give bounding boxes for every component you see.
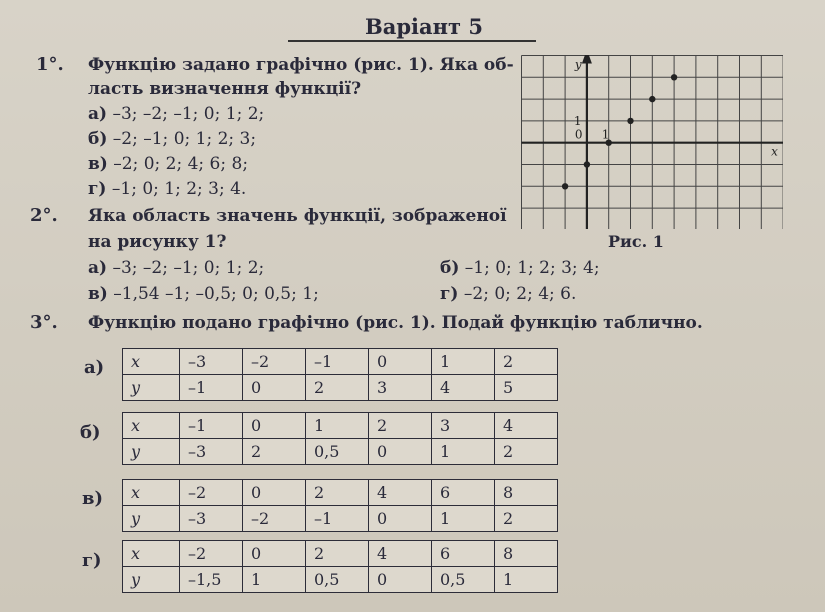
table-cell: 1 bbox=[432, 349, 495, 375]
table-cell: x bbox=[123, 413, 180, 439]
table-cell: 1 bbox=[243, 567, 306, 593]
table-cell: 2 bbox=[495, 349, 558, 375]
table-cell: 4 bbox=[369, 480, 432, 506]
data-point bbox=[584, 161, 590, 167]
x-axis-label: x bbox=[771, 144, 778, 159]
table-cell: 0 bbox=[369, 349, 432, 375]
task1-question-line1: Функцію задано графічно (рис. 1). Яка об- bbox=[88, 55, 514, 75]
table-cell: –1 bbox=[180, 375, 243, 401]
table-cell: x bbox=[123, 541, 180, 567]
table-cell: –2 bbox=[180, 480, 243, 506]
task2-option-d: г) –2; 0; 2; 4; 6. bbox=[440, 284, 577, 304]
data-point bbox=[562, 183, 568, 189]
task3-number: 3°. bbox=[30, 312, 58, 333]
task1-number: 1°. bbox=[36, 54, 64, 75]
table-cell: –1,5 bbox=[180, 567, 243, 593]
table-cell: 1 bbox=[495, 567, 558, 593]
table-cell: 0 bbox=[243, 375, 306, 401]
function-graph bbox=[521, 55, 783, 229]
table-cell: –1 bbox=[306, 349, 369, 375]
table-cell: 2 bbox=[243, 439, 306, 465]
task2-question-line1: Яка область значень функції, зображеної bbox=[88, 206, 507, 226]
y-axis-label: y bbox=[574, 57, 582, 72]
table-c bbox=[122, 479, 558, 532]
table-cell: y bbox=[123, 375, 180, 401]
table-cell: 2 bbox=[495, 506, 558, 532]
table-cell: –3 bbox=[180, 439, 243, 465]
task1-option-b: б) –2; –1; 0; 1; 2; 3; bbox=[88, 129, 257, 149]
table-d bbox=[122, 540, 558, 593]
table-cell: 0 bbox=[243, 413, 306, 439]
table-cell: 1 bbox=[306, 413, 369, 439]
table-b-label: б) bbox=[80, 422, 101, 443]
table-cell: –1 bbox=[306, 506, 369, 532]
figure-caption: Рис. 1 bbox=[608, 232, 664, 251]
table-cell: 2 bbox=[306, 480, 369, 506]
table-cell: 3 bbox=[369, 375, 432, 401]
table-cell: 4 bbox=[369, 541, 432, 567]
table-cell: –3 bbox=[180, 349, 243, 375]
data-point bbox=[671, 74, 677, 80]
task1-option-c: в) –2; 0; 2; 4; 6; 8; bbox=[88, 154, 249, 174]
table-cell: 4 bbox=[432, 375, 495, 401]
table-cell: 0 bbox=[243, 480, 306, 506]
table-cell: 0 bbox=[243, 541, 306, 567]
table-cell: –1 bbox=[180, 413, 243, 439]
table-cell: 5 bbox=[495, 375, 558, 401]
table-cell: 2 bbox=[495, 439, 558, 465]
title-underline bbox=[288, 40, 536, 42]
table-row-y bbox=[123, 439, 558, 465]
table-a-label: а) bbox=[84, 357, 105, 378]
table-cell: 3 bbox=[432, 413, 495, 439]
table-c-label: в) bbox=[82, 488, 104, 509]
table-cell: –2 bbox=[243, 506, 306, 532]
task2-number: 2°. bbox=[30, 205, 58, 226]
task1-option-d: г) –1; 0; 1; 2; 3; 4. bbox=[88, 179, 247, 199]
table-cell: 1 bbox=[432, 439, 495, 465]
table-cell: y bbox=[123, 506, 180, 532]
table-cell: –3 bbox=[180, 506, 243, 532]
table-cell: 0 bbox=[369, 567, 432, 593]
table-b bbox=[122, 412, 558, 465]
task1-option-a: а) –3; –2; –1; 0; 1; 2; bbox=[88, 104, 265, 124]
table-cell: 6 bbox=[432, 480, 495, 506]
task2-option-a: а) –3; –2; –1; 0; 1; 2; bbox=[88, 258, 265, 278]
task3-question: Функцію подано графічно (рис. 1). Подай функцію таблично. bbox=[88, 313, 703, 333]
table-cell: 6 bbox=[432, 541, 495, 567]
task2-option-b: б) –1; 0; 1; 2; 3; 4; bbox=[440, 258, 600, 278]
table-cell: 8 bbox=[495, 541, 558, 567]
table-cell: –2 bbox=[180, 541, 243, 567]
table-d-label: г) bbox=[82, 550, 102, 571]
variant-title: Варіант 5 bbox=[365, 14, 483, 39]
data-point bbox=[649, 96, 655, 102]
table-cell: 1 bbox=[432, 506, 495, 532]
table-row-y bbox=[123, 567, 558, 593]
task2-option-c: в) –1,54 –1; –0,5; 0; 0,5; 1; bbox=[88, 284, 319, 304]
y-axis-arrow bbox=[582, 55, 592, 64]
table-cell: 0,5 bbox=[306, 439, 369, 465]
table-cell: 0,5 bbox=[432, 567, 495, 593]
table-row-x bbox=[123, 480, 558, 506]
origin-label: 0 bbox=[574, 127, 583, 142]
y-unit-label: 1 bbox=[573, 113, 582, 128]
table-cell: 0 bbox=[369, 439, 432, 465]
table-row-x bbox=[123, 413, 558, 439]
table-row-y bbox=[123, 375, 558, 401]
table-cell: 0 bbox=[369, 506, 432, 532]
table-cell: x bbox=[123, 349, 180, 375]
table-cell: 2 bbox=[306, 541, 369, 567]
table-cell: –2 bbox=[243, 349, 306, 375]
x-unit-label: 1 bbox=[601, 127, 610, 142]
table-cell: y bbox=[123, 567, 180, 593]
table-cell: 4 bbox=[495, 413, 558, 439]
table-cell: 2 bbox=[306, 375, 369, 401]
task2-question-line2: на рисунку 1? bbox=[88, 232, 227, 252]
table-cell: x bbox=[123, 480, 180, 506]
table-row-x bbox=[123, 541, 558, 567]
table-a bbox=[122, 348, 558, 401]
table-cell: 0,5 bbox=[306, 567, 369, 593]
table-row-y bbox=[123, 506, 558, 532]
table-cell: y bbox=[123, 439, 180, 465]
table-row-x bbox=[123, 349, 558, 375]
table-cell: 2 bbox=[369, 413, 432, 439]
table-cell: 8 bbox=[495, 480, 558, 506]
task1-question-line2: ласть визначення функції? bbox=[88, 79, 362, 99]
data-point bbox=[627, 118, 633, 124]
